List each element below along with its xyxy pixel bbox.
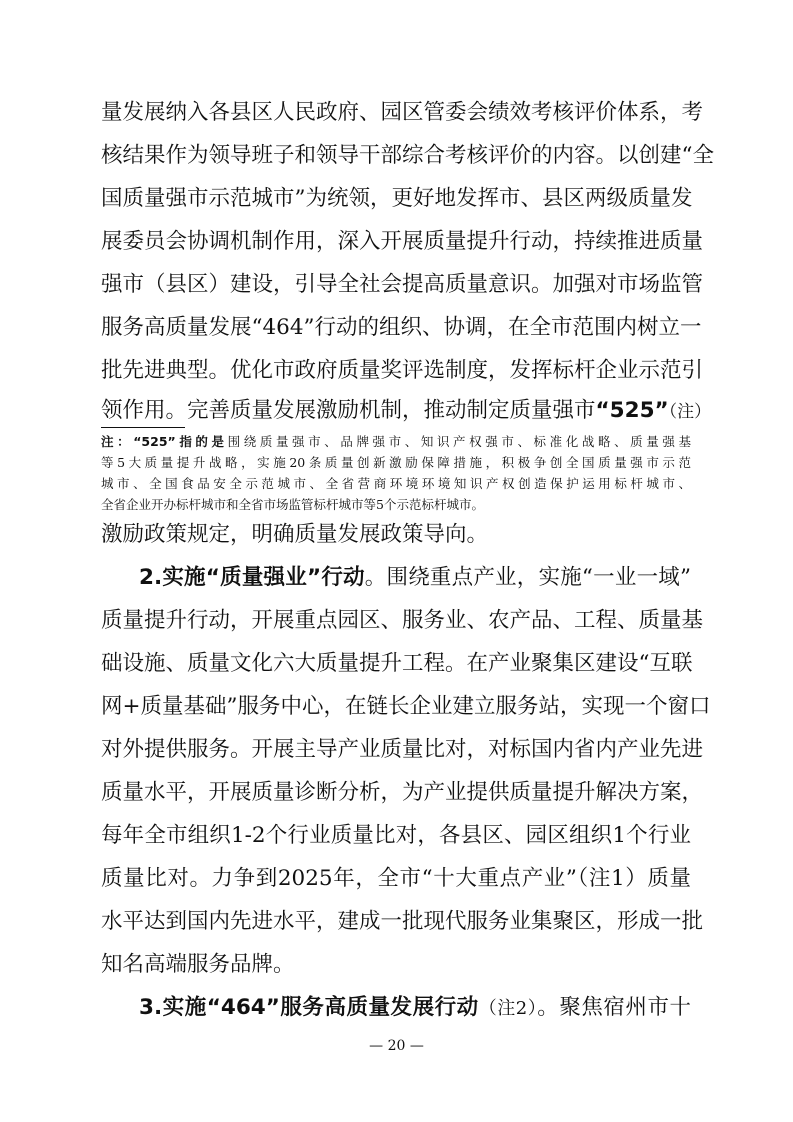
section-2-line-8: 质量比对。力争到2025年，全市“十大重点产业”（注1）质量 [101, 866, 691, 891]
footnote-term: “525”指的是 [133, 434, 228, 449]
page-number: — 20 — [369, 1038, 424, 1054]
footnote-line-1 [101, 432, 691, 452]
section-3-text: 。聚焦宿州市十 [537, 995, 691, 1020]
footnote-divider [101, 427, 185, 428]
section-3-first-line [139, 993, 691, 1024]
body-line-8-text: 领作用。完善质量发展激励机制，推动制定质量强市 [101, 398, 596, 423]
section-2-line-9: 水平达到国内先进水平，建成一批现代服务业集聚区，形成一批 [101, 909, 704, 934]
body-line-6: 服务高质量发展“464”行动的组织、协调，在全市范围内树立一 [101, 315, 702, 340]
body-line-1: 量发展纳入各县区人民政府、园区管委会绩效考核评价体系，考 [101, 100, 704, 125]
body-line-8 [101, 396, 712, 427]
note-ref: （注） [668, 402, 712, 422]
body-line-7: 批先进典型。优化市政府质量奖评选制度，发挥标杆企业示范引 [101, 358, 704, 383]
section-2-line-7: 每年全市组织1-2个行业质量比对，各县区、园区组织1个行业 [101, 823, 691, 848]
footnote-label: 注： [101, 434, 134, 449]
footnote-line-3: 城市、全国食品安全示范城市、全省营商环境环境知识产权创造保护运用标杆城市、 [101, 476, 691, 491]
term-525: “525” [595, 398, 669, 423]
section-2-line-10: 知名高端服务品牌。 [101, 952, 295, 977]
section-2-line-4: 网+质量基础”服务中心，在链长企业建立服务站，实现一个窗口 [101, 694, 711, 719]
section-2-line-2: 质量提升行动，开展重点园区、服务业、农产品、工程、质量基 [101, 608, 704, 633]
body-line-5: 强市（县区）建设，引导全社会提高质量意识。加强对市场监管 [101, 272, 704, 297]
section-2-line-6: 质量水平，开展质量诊断分析，为产业提供质量提升解决方案， [101, 780, 704, 805]
footnote-line-4: 全省企业开办标杆城市和全省市场监管标杆城市等5个示范标杆城市。 [101, 497, 484, 512]
footnote-text: 围绕质量强市、品牌强市、知识产权强市、标准化战略、质量强基 [227, 434, 691, 449]
section-3-note: （注2） [478, 998, 538, 1019]
section-2-heading: 2.实施“质量强业”行动 [139, 565, 365, 590]
section-2-line-3: 础设施、质量文化六大质量提升工程。在产业聚集区建设“互联 [101, 651, 693, 676]
section-3-heading: 3.实施“464”服务高质量发展行动 [139, 995, 479, 1020]
footnote-line-2: 等5大质量提升战略，实施20条质量创新激励保障措施，积极争创全国质量强市示范 [101, 455, 691, 470]
continuation-line: 激励政策规定，明确质量发展政策导向。 [101, 522, 489, 547]
body-line-3: 国质量强市示范城市”为统领，更好地发挥市、县区两级质量发 [101, 186, 693, 211]
section-2-line-5: 对外提供服务。开展主导产业质量比对，对标国内省内产业先进 [101, 737, 704, 762]
body-line-4: 展委员会协调机制作用，深入开展质量提升行动，持续推进质量 [101, 229, 704, 254]
section-2-first-line [139, 563, 691, 593]
body-line-2: 核结果作为领导班子和领导干部综合考核评价的内容。以创建“全 [101, 143, 714, 168]
section-2-text: 。围绕重点产业，实施“一业一域” [364, 565, 691, 590]
